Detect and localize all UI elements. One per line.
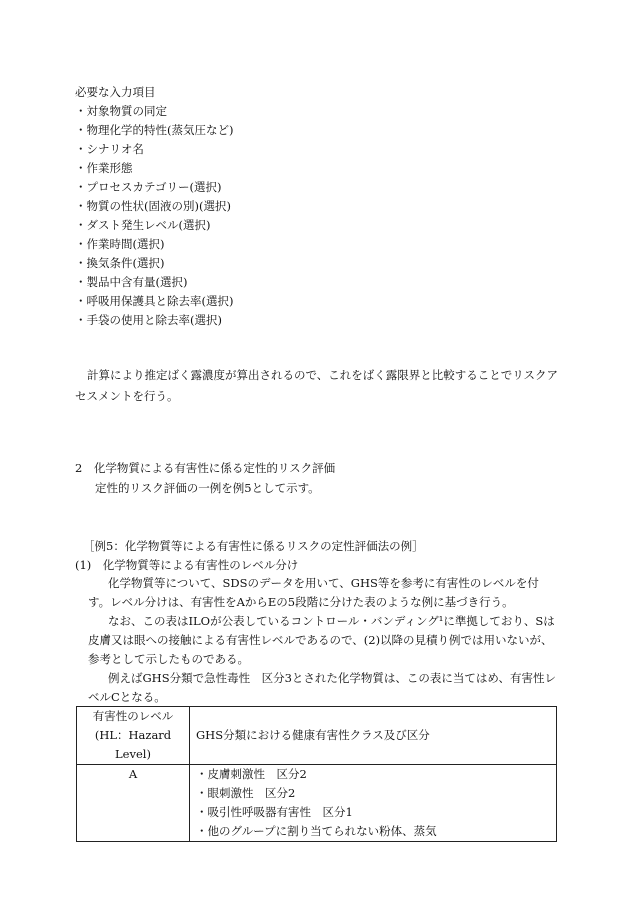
header-hazard-level bbox=[77, 707, 190, 765]
section-2-description: 定性的リスク評価の一例を例5として示す。 bbox=[95, 481, 320, 495]
hazard-level-cell: A bbox=[77, 765, 190, 842]
list-item: ・作業形態 bbox=[75, 161, 133, 175]
required-inputs-heading: 必要な入力項目 bbox=[75, 85, 156, 99]
ghs-class-cell bbox=[190, 765, 557, 842]
header-ghs-class: GHS分類における健康有害性クラス及び区分 bbox=[190, 707, 557, 765]
example-paragraph-2: なお、この表はILOが公表しているコントロール・バンディング¹に準拠しており、Sは皮膚又は眼への接触による有害性レベルであるので、(2)以降の見積り例では用いないが、参考として示したものである。 bbox=[88, 614, 555, 666]
list-item: ・物質の性状(固液の別)(選択) bbox=[75, 199, 231, 213]
list-item: ・作業時間(選択) bbox=[75, 237, 165, 251]
example-paragraph-1: 化学物質等について、SDSのデータを用いて、GHS等を参考に有害性のレベルを付す。レベル分けは、有害性をAからEの5段階に分けた表のような例に基づき行う。 bbox=[88, 576, 539, 609]
header-hazard-level-line2: (HL：Hazard Level) bbox=[94, 728, 172, 761]
list-item: ・眼刺激性 区分2 bbox=[196, 786, 296, 800]
list-item: ・物理化学的特性(蒸気圧など) bbox=[75, 123, 234, 137]
section-2-title: 2 化学物質による有害性に係る定性的リスク評価 bbox=[75, 461, 336, 475]
list-item: ・手袋の使用と除去率(選択) bbox=[75, 313, 222, 327]
list-item: ・他のグループに割り当てられない粉体、蒸気 bbox=[196, 824, 437, 838]
list-item: ・製品中含有量(選択) bbox=[75, 275, 188, 289]
list-item: ・プロセスカテゴリー(選択) bbox=[75, 180, 222, 194]
list-item: ・吸引性呼吸器有害性 区分1 bbox=[196, 805, 353, 819]
required-inputs-list bbox=[75, 102, 233, 330]
hazard-level-table bbox=[76, 706, 557, 842]
table-row bbox=[77, 765, 557, 842]
header-hazard-level-line1: 有害性のレベル bbox=[92, 709, 174, 723]
list-item: ・皮膚刺激性 区分2 bbox=[196, 767, 307, 781]
example-5-caption: ［例5：化学物質等による有害性に係るリスクの定性評価法の例］ bbox=[83, 539, 424, 553]
list-item: ・ダスト発生レベル(選択) bbox=[75, 218, 211, 232]
table-header-row bbox=[77, 707, 557, 765]
calculation-paragraph: 計算により推定ばく露濃度が算出されるので、これをばく露限界と比較することでリスクアセスメントを行う。 bbox=[75, 368, 559, 403]
ghs-class-list bbox=[196, 765, 550, 841]
list-item: ・換気条件(選択) bbox=[75, 256, 165, 270]
list-item: ・呼吸用保護具と除去率(選択) bbox=[75, 294, 234, 308]
example-paragraph-3: 例えばGHS分類で急性毒性 区分3とされた化学物質は、この表に当てはめ、有害性レベルCとなる。 bbox=[88, 671, 556, 704]
list-item: ・対象物質の同定 bbox=[75, 104, 167, 118]
subsection-1-title: (1) 化学物質等による有害性のレベル分け bbox=[75, 558, 299, 572]
list-item: ・シナリオ名 bbox=[75, 142, 144, 156]
